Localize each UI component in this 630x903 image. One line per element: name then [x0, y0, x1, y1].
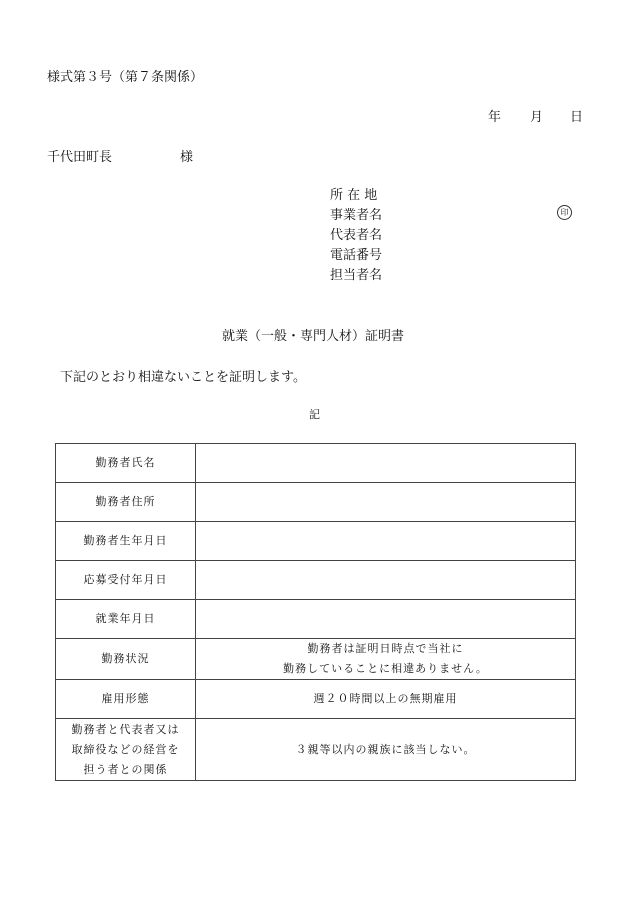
relationship-label-line-1: 勤務者と代表者又は [71, 722, 180, 736]
date-day-label: 日 [570, 110, 584, 125]
sender-field-phone: 電話番号 [330, 248, 383, 263]
sender-field-contact-person: 担当者名 [330, 268, 383, 283]
table-row [56, 639, 576, 680]
certificate-table [55, 443, 576, 781]
sender-field-address: 所 在 地 [330, 188, 378, 203]
row-label-application-date: 応募受付年月日 [56, 561, 196, 600]
table-row [56, 522, 576, 561]
sender-field-representative: 代表者名 [330, 228, 383, 243]
document-title: 就業（一般・専門人材）証明書 [222, 329, 405, 344]
recipient-honorific: 様 [180, 150, 194, 165]
row-label-worker-name: 勤務者氏名 [56, 444, 196, 483]
row-label-employment-date: 就業年月日 [56, 600, 196, 639]
date-year-label: 年 [488, 110, 502, 125]
table-row [56, 444, 576, 483]
row-value-application-date[interactable] [196, 561, 576, 600]
table-row [56, 680, 576, 719]
row-label-worker-address: 勤務者住所 [56, 483, 196, 522]
statement-text: 下記のとおり相違ないことを証明します。 [60, 370, 306, 385]
row-value-employment-type: 週２０時間以上の無期雇用 [196, 680, 576, 719]
row-value-work-status [196, 639, 576, 680]
form-number: 様式第３号（第７条関係） [47, 70, 204, 85]
row-label-employment-type: 雇用形態 [56, 680, 196, 719]
seal-mark: 印 [557, 205, 572, 220]
row-value-worker-name[interactable] [196, 444, 576, 483]
row-value-employment-date[interactable] [196, 600, 576, 639]
work-status-line-1: 勤務者は証明日時点で当社に [307, 642, 464, 655]
table-row [56, 483, 576, 522]
ki-heading: 記 [309, 408, 321, 421]
recipient-name: 千代田町長 [47, 150, 113, 165]
row-value-worker-birthdate[interactable] [196, 522, 576, 561]
row-label-work-status: 勤務状況 [56, 639, 196, 680]
sender-field-business-name: 事業者名 [330, 208, 383, 223]
relationship-label-line-3: 担う者との関係 [83, 762, 168, 776]
row-label-relationship [56, 719, 196, 781]
row-label-worker-birthdate: 勤務者生年月日 [56, 522, 196, 561]
table-row [56, 719, 576, 781]
work-status-line-2: 勤務していることに相違ありません。 [283, 662, 488, 675]
table-row [56, 600, 576, 639]
date-month-label: 月 [530, 110, 544, 125]
relationship-label-line-2: 取締役などの経営を [71, 742, 180, 756]
row-value-worker-address[interactable] [196, 483, 576, 522]
table-row [56, 561, 576, 600]
row-value-relationship: ３親等以内の親族に該当しない。 [196, 719, 576, 781]
